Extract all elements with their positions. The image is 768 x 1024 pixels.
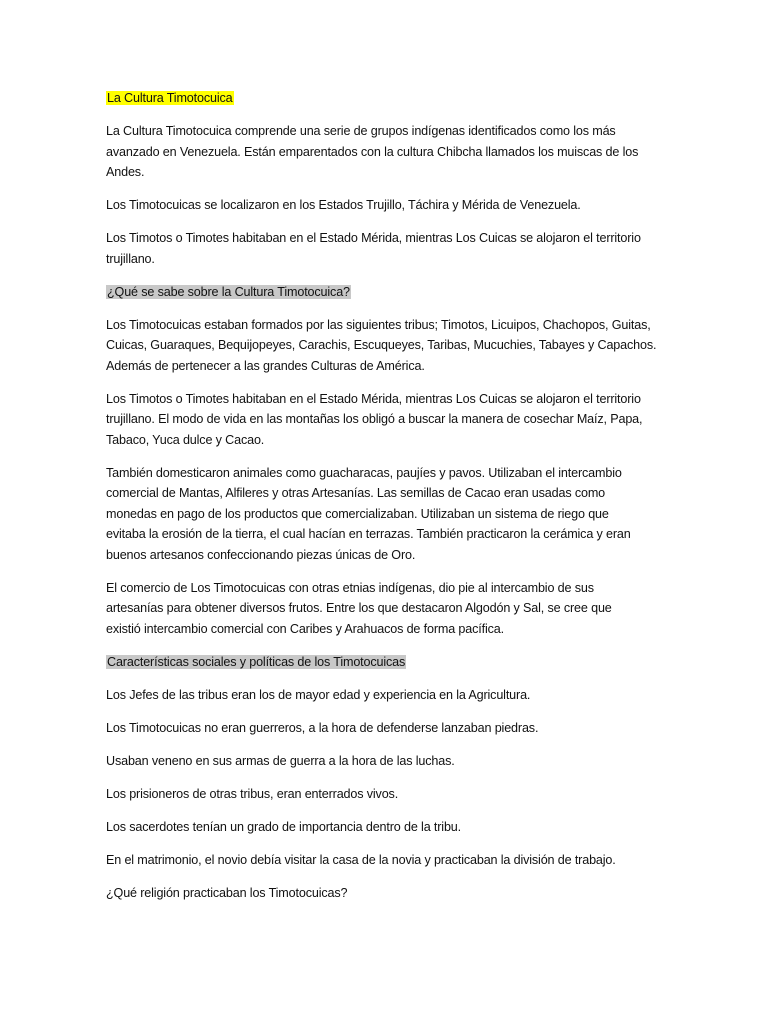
- location-paragraph: [106, 195, 666, 216]
- commerce-paragraph: [106, 578, 666, 640]
- timotos-paragraph-2: [106, 389, 666, 451]
- social-paragraph: [106, 685, 666, 706]
- document-title: La Cultura Timotocuica: [107, 91, 233, 105]
- social-paragraph: [106, 718, 666, 739]
- paragraph-line: avanzado en Venezuela. Están emparentados con la cultura Chibcha llamados los muiscas de los: [106, 144, 639, 159]
- paragraph-line: Los prisioneros de otras tribus, eran enterrados vivos.: [106, 786, 399, 801]
- paragraph-line: buenos artesanos confeccionando piezas únicas de Oro.: [106, 547, 416, 562]
- paragraph-line: Cuicas, Guaraques, Bequijopeyes, Carachis, Escuqueyes, Taribas, Mucuchies, Tabayes y Capachos.: [106, 338, 657, 352]
- religion-question: [106, 883, 666, 904]
- paragraph-line: evitaba la erosión de la tierra, el cual hacían en terrazas. También practicaron la cerámica y eran: [106, 527, 631, 541]
- timotos-paragraph-1: [106, 228, 666, 269]
- paragraph-line: Los sacerdotes tenían un grado de importancia dentro de la tribu.: [106, 819, 462, 834]
- paragraph-line: Los Timotos o Timotes habitaban en el Estado Mérida, mientras Los Cuicas se alojaron el territorio: [106, 391, 641, 406]
- section-heading-3: [106, 652, 666, 673]
- tribes-paragraph: [106, 315, 666, 377]
- paragraph-line: Tabaco, Yuca dulce y Cacao.: [106, 432, 265, 447]
- paragraph-line: artesanías para obtener diversos frutos. Entre los que destacaron Algodón y Sal, se cree que: [106, 601, 612, 615]
- paragraph-line: Los Timotocuicas se localizaron en los Estados Trujillo, Táchira y Mérida de Venezuela.: [106, 198, 581, 212]
- paragraph-line: Los Jefes de las tribus eran los de mayor edad y experiencia en la Agricultura.: [106, 687, 531, 702]
- paragraph-line: ¿Qué religión practicaban los Timotocuicas?: [106, 885, 348, 900]
- social-paragraph: [106, 751, 666, 772]
- paragraph-line: trujillano.: [106, 251, 155, 266]
- paragraph-line: Además de pertenecer a las grandes Culturas de América.: [106, 358, 425, 373]
- title-heading: [106, 88, 666, 109]
- paragraph-line: comercial de Mantas, Alfileres y otras Artesanías. Las semillas de Cacao eran usadas como: [106, 486, 606, 500]
- paragraph-line: Usaban veneno en sus armas de guerra a la hora de las luchas.: [106, 753, 455, 768]
- paragraph-line: En el matrimonio, el novio debía visitar la casa de la novia y practicaban la división de trabajo.: [106, 852, 616, 867]
- social-paragraph: [106, 850, 666, 871]
- section-heading-2: [106, 282, 666, 303]
- section-heading-text: Características sociales y políticas de los Timotocuicas: [107, 654, 406, 669]
- section-heading-text: ¿Qué se sabe sobre la Cultura Timotocuica?: [107, 284, 350, 299]
- social-paragraph: [106, 817, 666, 838]
- paragraph-line: trujillano. El modo de vida en las montañas los obligó a buscar la manera de cosechar Maíz, Papa,: [106, 412, 643, 426]
- social-paragraph: [106, 784, 666, 805]
- domestication-paragraph: [106, 463, 666, 566]
- paragraph-line: La Cultura Timotocuica comprende una serie de grupos indígenas identificados como los más: [106, 124, 616, 138]
- intro-paragraph: [106, 121, 666, 183]
- paragraph-line: Los Timotocuicas no eran guerreros, a la hora de defenderse lanzaban piedras.: [106, 720, 539, 735]
- document-page: [106, 88, 666, 916]
- paragraph-line: También domesticaron animales como guacharacas, paujíes y pavos. Utilizaban el intercambio: [106, 465, 622, 480]
- paragraph-line: El comercio de Los Timotocuicas con otras etnias indígenas, dio pie al intercambio de sus: [106, 580, 594, 595]
- paragraph-line: existió intercambio comercial con Caribes y Arahuacos de forma pacífica.: [106, 621, 504, 636]
- paragraph-line: Andes.: [106, 165, 145, 179]
- paragraph-line: monedas en pago de los productos que comercializaban. Utilizaban un sistema de riego que: [106, 506, 609, 521]
- paragraph-line: Los Timotocuicas estaban formados por las siguientes tribus; Timotos, Licuipos, Chachopos, Guitas,: [106, 317, 651, 332]
- paragraph-line: Los Timotos o Timotes habitaban en el Estado Mérida, mientras Los Cuicas se alojaron el territorio: [106, 231, 641, 245]
